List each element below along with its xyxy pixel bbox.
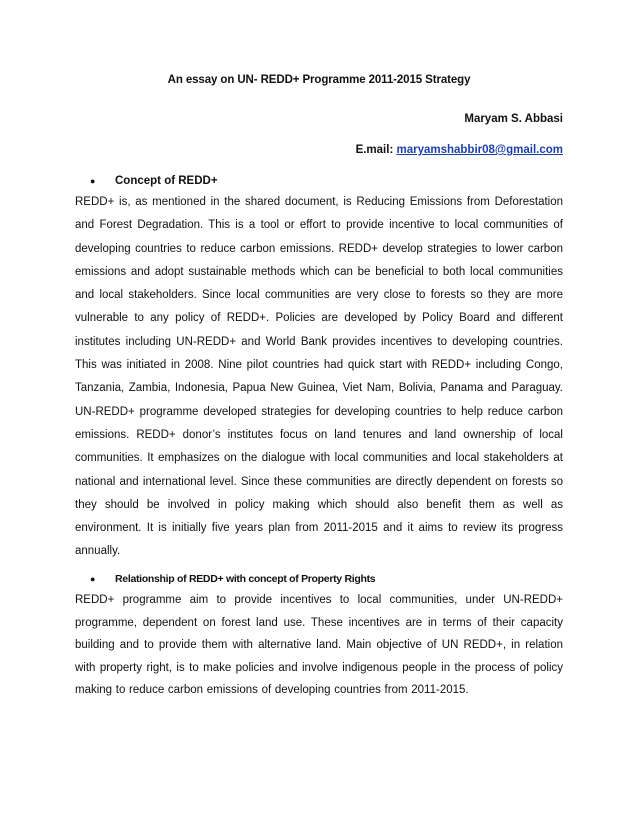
- email-label: E.mail:: [355, 144, 397, 156]
- author-name: Maryam S. Abbasi: [464, 113, 563, 125]
- section-body-property-rights: REDD+ programme aim to provide incentives to local communities, under UN-REDD+ programme, dependent on forest land use. These incentives are in terms of their capacity building and to provide them with alternative land. Main objective of UN REDD+, in relation with property right, is to make policies and involve indigenous people in the process of policy making to reduce carbon emissions of developing countries from 2011-2015.: [75, 594, 563, 696]
- bullet-icon: ●: [90, 574, 96, 584]
- document-title: An essay on UN- REDD+ Programme 2011-2015 Strategy: [167, 74, 471, 86]
- bullet-icon: ●: [90, 176, 96, 186]
- section-heading-property-rights: [90, 573, 376, 585]
- email-line: [356, 144, 563, 156]
- section-heading-text: Relationship of REDD+ with concept of Property Rights: [115, 573, 376, 585]
- section-heading-concept: [90, 175, 218, 187]
- email-link[interactable]: maryamshabbir08@gmail.com: [396, 144, 563, 156]
- section-heading-text: Concept of REDD+: [115, 175, 218, 187]
- section-body-concept: REDD+ is, as mentioned in the shared document, is Reducing Emissions from Deforestation and Forest Degradation. This is a tool or effort to provide incentive to local communities of developing countries to reduce carbon emissions. REDD+ develop strategies to lower carbon emissions and adopt sustainable methods which can be beneficial to both local communities and local stakeholders. Since local communities are very close to forests so they are more vulnerable to any policy of REDD+. Policies are developed by Policy Board and different institutes including UN-REDD+ and World Bank provides incentives to developing countries. This was initiated in 2008. Nine pilot countries had quick start with REDD+ including Congo, Tanzania, Zambia, Indonesia, Papua New Guinea, Viet Nam, Bolivia, Panama and Paraguay. UN-REDD+ programme developed strategies for developing countries to help reduce carbon emissions. REDD+ donor’s institutes focus on land tenures and land ownership of local communities. It emphasizes on the dialogue with local communities and local stakeholders at national and international level. Since these communities are directly dependent on forests so they should be involved in policy making which should also benefit them as well as environment. It is initially five years plan from 2011-2015 and it aims to review its progress annually.: [75, 196, 563, 558]
